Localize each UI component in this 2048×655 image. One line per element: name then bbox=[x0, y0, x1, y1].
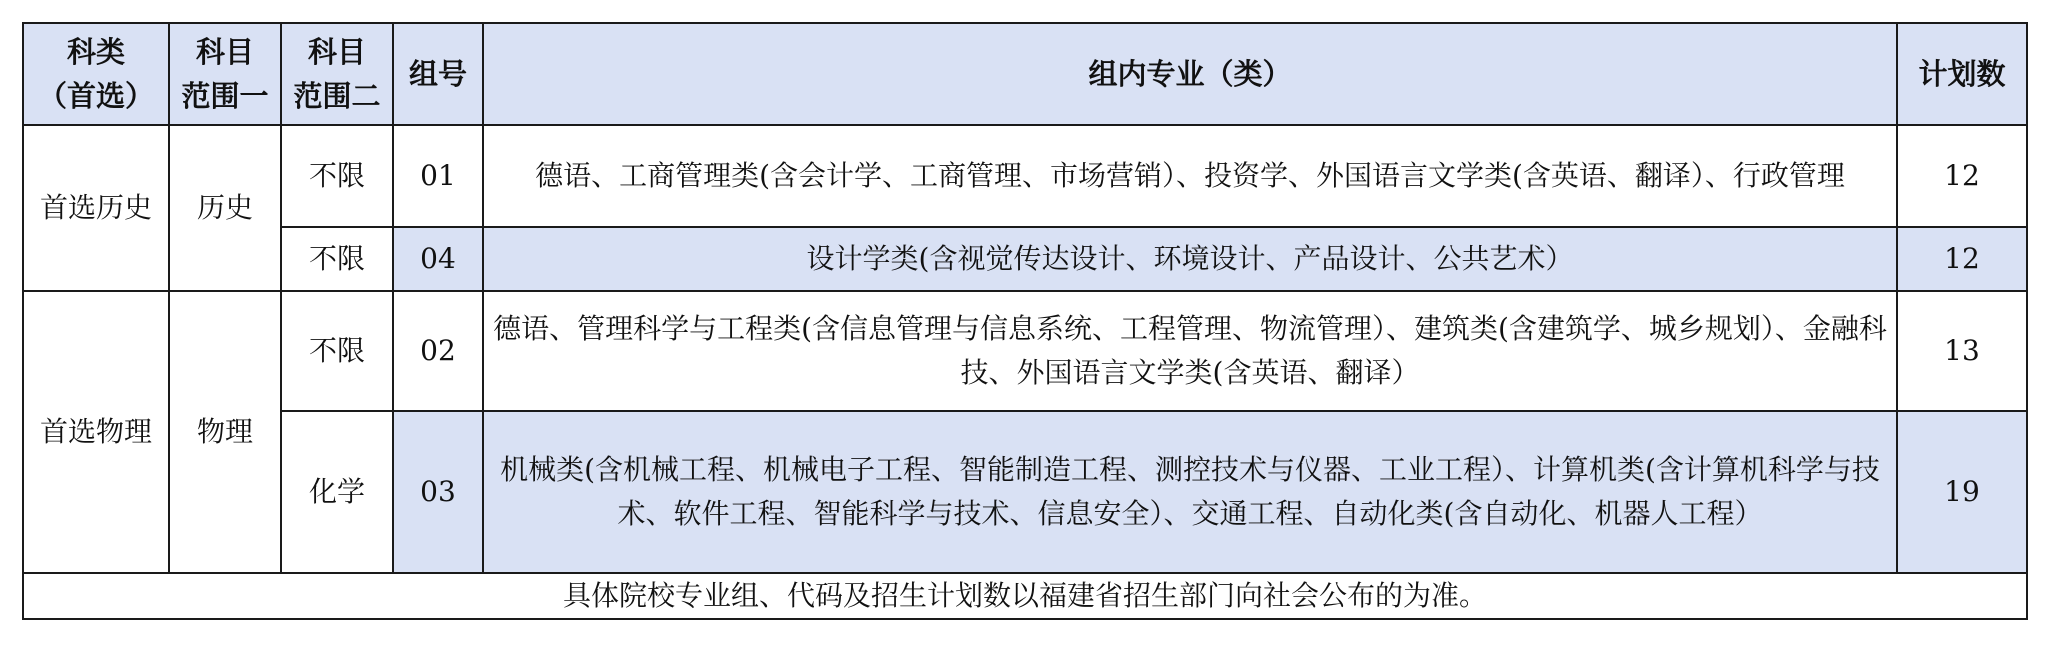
table-row bbox=[23, 411, 2027, 573]
table-row bbox=[23, 227, 2027, 291]
header-subject-line2: （首选） bbox=[37, 79, 154, 113]
range-two-cell: 不限 bbox=[281, 227, 393, 291]
header-range-two bbox=[281, 23, 393, 125]
header-row bbox=[23, 23, 2027, 125]
range-two-cell: 不限 bbox=[281, 291, 393, 411]
admission-plan-table-wrapper bbox=[22, 22, 2028, 620]
table-row bbox=[23, 125, 2027, 227]
range-one-cell: 历史 bbox=[169, 125, 281, 291]
group-number-cell: 02 bbox=[393, 291, 483, 411]
footnote: 具体院校专业组、代码及招生计划数以福建省招生部门向社会公布的为准。 bbox=[23, 573, 2027, 619]
header-plan-count: 计划数 bbox=[1897, 23, 2027, 125]
header-range1-line1: 科目 bbox=[195, 35, 254, 69]
range-two-cell: 化学 bbox=[281, 411, 393, 573]
range-two-cell: 不限 bbox=[281, 125, 393, 227]
plan-count-cell: 12 bbox=[1897, 227, 2027, 291]
group-number-cell: 03 bbox=[393, 411, 483, 573]
admission-plan-table bbox=[22, 22, 2028, 620]
category-cell: 首选历史 bbox=[23, 125, 169, 291]
header-range-one bbox=[169, 23, 281, 125]
footnote-row bbox=[23, 573, 2027, 619]
plan-count-cell: 12 bbox=[1897, 125, 2027, 227]
table-row bbox=[23, 291, 2027, 411]
majors-cell: 德语、工商管理类(含会计学、工商管理、市场营销）、投资学、外国语言文学类(含英语、翻译）、行政管理 bbox=[483, 125, 1897, 227]
header-group-number: 组号 bbox=[393, 23, 483, 125]
header-range2-line1: 科目 bbox=[307, 35, 366, 69]
header-range1-line2: 范围一 bbox=[181, 79, 269, 113]
plan-count-cell: 19 bbox=[1897, 411, 2027, 573]
header-subject-line1: 科类 bbox=[66, 35, 125, 69]
group-number-cell: 01 bbox=[393, 125, 483, 227]
header-range2-line2: 范围二 bbox=[293, 79, 381, 113]
group-number-cell: 04 bbox=[393, 227, 483, 291]
majors-cell: 设计学类(含视觉传达设计、环境设计、产品设计、公共艺术） bbox=[483, 227, 1897, 291]
header-subject-category bbox=[23, 23, 169, 125]
range-one-cell: 物理 bbox=[169, 291, 281, 573]
header-majors: 组内专业（类） bbox=[483, 23, 1897, 125]
majors-cell: 机械类(含机械工程、机械电子工程、智能制造工程、测控技术与仪器、工业工程）、计算机类(含计算机科学与技术、软件工程、智能科学与技术、信息安全）、交通工程、自动化类(含自动化、机器人工程） bbox=[483, 411, 1897, 573]
category-cell: 首选物理 bbox=[23, 291, 169, 573]
plan-count-cell: 13 bbox=[1897, 291, 2027, 411]
majors-cell: 德语、管理科学与工程类(含信息管理与信息系统、工程管理、物流管理）、建筑类(含建筑学、城乡规划）、金融科技、外国语言文学类(含英语、翻译） bbox=[483, 291, 1897, 411]
